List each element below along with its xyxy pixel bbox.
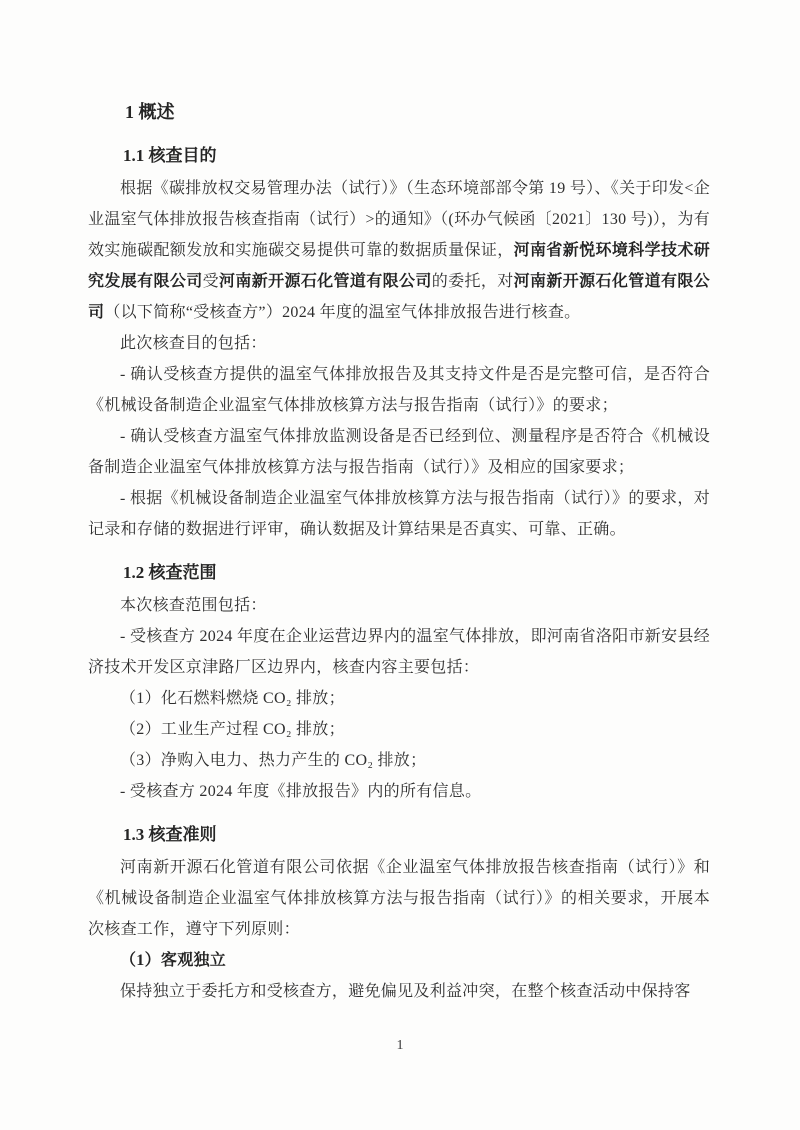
paragraph-criteria-intro: 河南新开源石化管道有限公司依据《企业温室气体排放报告核查指南（试行）》和《机械设备制造企业温室气体排放核算方法与报告指南（试行）》的相关要求，开展本次核查工作，遵守下列原则：	[88, 859, 710, 938]
text-run: 根据《碳排放权交易管理办法（试行）》（生态环境部部令第 19 号）、《关于印发<企业温室气体排放报告核查指南（试行）>的通知》（(环办气候函〔2021〕130 号)），为有效实施碳配额发放和实施碳交易提供可靠的数据质量保证，	[88, 180, 710, 259]
principle-heading-objective-independence: （1）客观独立	[120, 952, 227, 969]
section-heading-verification-purpose: 1.1 核查目的	[123, 146, 217, 165]
text-run: （以下简称“受核查方”）2024 年度的温室气体排放报告进行核查。	[104, 304, 581, 321]
company-name-client: 河南新开源石化管道有限公司	[88, 273, 710, 321]
paragraph-principle-text: 保持独立于委托方和受核查方，避免偏见及利益冲突，在整个核查活动中保持客	[120, 983, 691, 1000]
scope-item-industrial-process: （2）工业生产过程 CO₂ 排放；	[120, 721, 345, 738]
paragraph-scope-list-intro: 本次核查范围包括：	[120, 597, 267, 614]
chapter-heading-overview: 1 概述	[125, 102, 175, 122]
scope-item-fossil-fuel: （1）化石燃料燃烧 CO₂ 排放；	[120, 690, 345, 707]
bullet-scope-boundary: - 受核查方 2024 年度在企业运营边界内的温室气体排放，即河南省洛阳市新安县经济技术开发区京津路厂区边界内，核查内容主要包括：	[88, 628, 710, 676]
bullet-purpose-monitoring-equipment: - 确认受核查方温室气体排放监测设备是否已经到位、测量程序是否符合《机械设备制造企业温室气体排放核算方法与报告指南（试行）》及相应的国家要求；	[88, 428, 710, 476]
text-run: 的委托，对	[431, 273, 514, 290]
bullet-scope-report-info: - 受核查方 2024 年度《排放报告》内的所有信息。	[120, 783, 482, 800]
company-name-client: 河南新开源石化管道有限公司	[218, 273, 432, 290]
bullet-purpose-report-complete: - 确认受核查方提供的温室气体排放报告及其支持文件是否是完整可信，是否符合《机械设备制造企业温室气体排放核算方法与报告指南（试行）》的要求；	[88, 366, 710, 414]
bullet-purpose-data-review: - 根据《机械设备制造企业温室气体排放核算方法与报告指南（试行）》的要求，对记录和存储的数据进行评审，确认数据及计算结果是否真实、可靠、正确。	[88, 490, 710, 538]
text-run: 受	[202, 273, 219, 290]
company-name-verifier: 河南省新悦环境科学技术研究发展有限公司	[88, 242, 710, 290]
section-heading-verification-criteria: 1.3 核查准则	[123, 825, 217, 844]
section-heading-verification-scope: 1.2 核查范围	[123, 563, 217, 582]
paragraph-purpose-intro	[88, 173, 710, 328]
paragraph-purpose-list-intro: 此次核查目的包括：	[120, 335, 267, 352]
scope-item-purchased-electricity-heat: （3）净购入电力、热力产生的 CO₂ 排放；	[120, 752, 427, 769]
page-number: 1	[396, 1038, 404, 1053]
